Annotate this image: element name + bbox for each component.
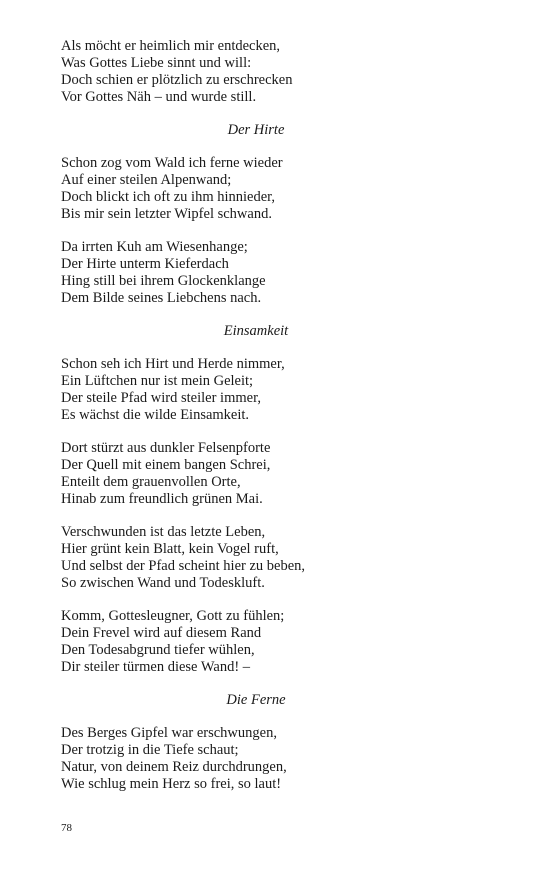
verse-line: Natur, von deinem Reiz durchdrungen, (61, 759, 287, 775)
verse-line: Dein Frevel wird auf diesem Rand (61, 625, 262, 641)
verse-line: So zwischen Wand und Todeskluft. (61, 575, 265, 591)
verse-line: Doch schien er plötzlich zu erschrecken (61, 72, 293, 88)
verse-line: Und selbst der Pfad scheint hier zu beben, (61, 558, 306, 574)
stanza (61, 155, 501, 223)
verse-line: Dem Bilde seines Liebchens nach. (61, 290, 262, 306)
verse-line: Der Hirte unterm Kieferdach (61, 256, 229, 272)
stanza (61, 440, 501, 508)
verse-line: Bis mir sein letzter Wipfel schwand. (61, 206, 272, 222)
verse-line: Der steile Pfad wird steiler immer, (61, 390, 261, 406)
verse-line: Komm, Gottesleugner, Gott zu fühlen; (61, 608, 285, 624)
verse-line: Wie schlug mein Herz so frei, so laut! (61, 776, 282, 792)
verse-line: Als möcht er heimlich mir entdecken, (61, 38, 281, 54)
verse-line: Dir steiler türmen diese Wand! – (61, 659, 251, 675)
verse-line: Den Todesabgrund tiefer wühlen, (61, 642, 255, 658)
stanza (61, 38, 501, 106)
verse-line: Der Quell mit einem bangen Schrei, (61, 457, 271, 473)
section-heading: Die Ferne (226, 692, 286, 708)
verse-line: Vor Gottes Näh – und wurde still. (61, 89, 257, 105)
poem-page (61, 38, 501, 809)
verse-line: Es wächst die wilde Einsamkeit. (61, 407, 250, 423)
section-heading: Einsamkeit (223, 323, 289, 339)
verse-line: Des Berges Gipfel war erschwungen, (61, 725, 277, 741)
verse-line: Doch blickt ich oft zu ihm hinnieder, (61, 189, 276, 205)
stanza (61, 239, 501, 307)
verse-line: Enteilt dem grauenvollen Orte, (61, 474, 241, 490)
page-number: 78 (61, 822, 72, 834)
verse-line: Auf einer steilen Alpenwand; (61, 172, 232, 188)
stanza (61, 608, 501, 676)
verse-line: Verschwunden ist das letzte Leben, (61, 524, 266, 540)
verse-line: Hier grünt kein Blatt, kein Vogel ruft, (61, 541, 279, 557)
verse-line: Ein Lüftchen nur ist mein Geleit; (61, 373, 254, 389)
verse-line: Schon zog vom Wald ich ferne wieder (61, 155, 283, 171)
verse-line: Hing still bei ihrem Glockenklange (61, 273, 266, 289)
stanza (61, 524, 501, 592)
verse-line: Hinab zum freundlich grünen Mai. (61, 491, 263, 507)
verse-line: Was Gottes Liebe sinnt und will: (61, 55, 252, 71)
verse-line: Der trotzig in die Tiefe schaut; (61, 742, 239, 758)
section-heading: Der Hirte (227, 122, 285, 138)
verse-line: Dort stürzt aus dunkler Felsenpforte (61, 440, 271, 456)
verse-line: Da irrten Kuh am Wiesenhange; (61, 239, 248, 255)
stanza (61, 725, 501, 793)
verse-line: Schon seh ich Hirt und Herde nimmer, (61, 356, 285, 372)
stanza (61, 356, 501, 424)
